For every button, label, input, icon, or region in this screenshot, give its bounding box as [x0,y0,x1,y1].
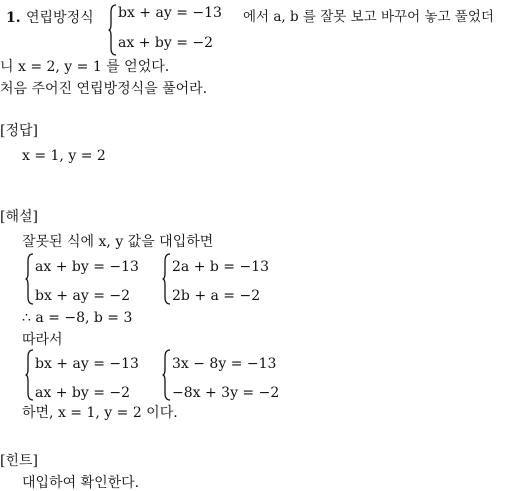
system-2-left-eq-1: bx + ay = −13 [35,356,139,372]
problem-equation-1: bx + ay = −13 [118,5,222,21]
solution-intro: 잘못된 식에 x, y 값을 대입하면 [22,234,214,250]
solution-therefore: ∴ a = −8, b = 3 [22,310,133,326]
problem-line-2: 니 x = 2, y = 1 를 얻었다. [0,59,170,75]
brace-system-2-right [162,349,172,401]
problem-number: 1. [6,10,21,26]
answer-text: x = 1, y = 2 [22,148,106,164]
answer-label: [정답] [0,123,38,139]
solution-conclusion: 하면, x = 1, y = 2 이다. [22,405,178,421]
system-1-left-eq-2: bx + ay = −2 [35,288,131,304]
brace-problem [108,4,118,56]
brace-system-2-left [25,349,35,401]
system-1-right-eq-1: 2a + b = −13 [172,259,270,275]
brace-system-1-left [25,253,35,305]
problem-line-3: 처음 주어진 연립방정식을 풀어라. [0,81,208,97]
problem-line-1-tail: 에서 a, b 를 잘못 보고 바꾸어 놓고 풀었더 [243,9,494,25]
solution-thus: 따라서 [22,332,63,348]
hint-label: [힌트] [0,453,38,469]
system-2-left-eq-2: ax + by = −2 [35,385,131,401]
system-1-left-eq-1: ax + by = −13 [35,259,139,275]
problem-equation-2: ax + by = −2 [118,35,214,51]
system-2-right-eq-2: −8x + 3y = −2 [172,385,280,401]
system-1-right-eq-2: 2b + a = −2 [172,288,261,304]
problem-intro: 연립방정식 [26,10,94,26]
brace-system-1-right [162,253,172,305]
hint-text: 대입하여 확인한다. [22,475,140,491]
solution-label: [해설] [0,209,38,225]
system-2-right-eq-1: 3x − 8y = −13 [172,356,277,372]
